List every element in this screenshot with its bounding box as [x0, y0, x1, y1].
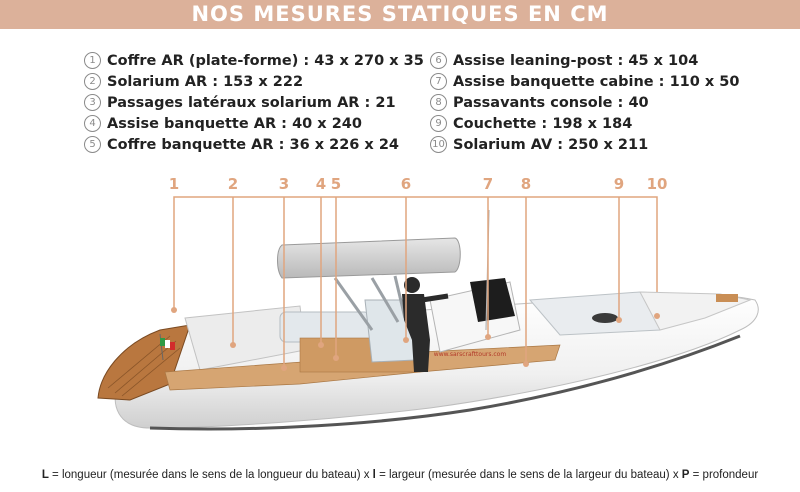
footnote-depth-text: = profondeur	[689, 469, 759, 481]
measure-item	[430, 134, 739, 155]
callout-label: 2	[227, 175, 239, 193]
measure-value: 43 x 270 x 35	[314, 52, 424, 69]
item-number-badge: 7	[430, 73, 447, 90]
item-number-badge: 6	[430, 52, 447, 69]
measure-label: Passages latéraux solarium AR :	[107, 94, 371, 111]
measure-item	[84, 92, 424, 113]
measure-value: 153 x 222	[223, 73, 304, 90]
callout-label: 9	[613, 175, 625, 193]
page-title: NOS MESURES STATIQUES EN CM	[191, 2, 609, 26]
item-number-badge: 3	[84, 94, 101, 111]
measure-value: 36 x 226 x 24	[289, 136, 400, 153]
measure-item	[430, 71, 739, 92]
callout-label: 10	[646, 175, 668, 193]
rear-bench	[280, 312, 370, 342]
item-number-badge: 2	[84, 73, 101, 90]
measures-list-left	[84, 50, 424, 155]
header-banner	[0, 0, 800, 29]
item-number-badge: 4	[84, 115, 101, 132]
measure-value: 198 x 184	[552, 115, 633, 132]
footnote-key-width: l	[372, 469, 376, 481]
measure-label: Solarium AR :	[107, 73, 218, 90]
callout-labels	[169, 175, 668, 193]
measure-value: 110 x 50	[669, 73, 740, 90]
item-number-badge: 1	[84, 52, 101, 69]
boat-diagram	[0, 160, 800, 450]
measure-label: Solarium AV :	[453, 136, 564, 153]
bow-teak	[716, 294, 738, 302]
measures-list-right	[430, 50, 739, 155]
t-top-canopy	[278, 238, 461, 278]
measure-label: Assise leaning-post :	[453, 52, 624, 69]
item-number-badge: 5	[84, 136, 101, 153]
measure-item	[84, 71, 424, 92]
measure-item	[84, 50, 424, 71]
footnote-key-length: L	[41, 469, 49, 481]
callout-label: 8	[520, 175, 532, 193]
measure-label: Couchette :	[453, 115, 548, 132]
measure-item	[430, 50, 739, 71]
measure-value: 40	[628, 94, 649, 111]
callout-label: 5	[330, 175, 342, 193]
item-number-badge: 9	[430, 115, 447, 132]
callout-label: 7	[482, 175, 494, 193]
measure-label: Passavants console :	[453, 94, 624, 111]
measure-value: 21	[375, 94, 396, 111]
callout-label: 1	[168, 175, 180, 193]
item-number-badge: 10	[430, 136, 447, 153]
measure-value: 40 x 240	[292, 115, 362, 132]
measure-value: 250 x 211	[568, 136, 649, 153]
measure-label: Assise banquette cabine :	[453, 73, 665, 90]
item-number-badge: 8	[430, 94, 447, 111]
measure-label: Coffre banquette AR :	[107, 136, 285, 153]
measure-item	[84, 113, 424, 134]
measure-label: Assise banquette AR :	[107, 115, 287, 132]
callout-label: 4	[315, 175, 327, 193]
measure-label: Coffre AR (plate-forme) :	[107, 52, 310, 69]
callout-label: 6	[400, 175, 412, 193]
measure-item	[430, 92, 739, 113]
footnote-width-text: = largeur (mesurée dans le sens de la largeur du bateau) x	[375, 469, 682, 481]
callout-label: 3	[278, 175, 290, 193]
measure-value: 45 x 104	[628, 52, 699, 69]
deck-hatch	[592, 313, 618, 323]
measure-item	[84, 134, 424, 155]
footnote-key-depth: P	[681, 469, 690, 481]
footnote-legend	[0, 469, 800, 481]
measure-item	[430, 113, 739, 134]
hull-url-text: www.sarscrafttours.com	[433, 351, 507, 358]
footnote-length-text: = longueur (mesurée dans le sens de la longueur du bateau) x	[48, 469, 373, 481]
